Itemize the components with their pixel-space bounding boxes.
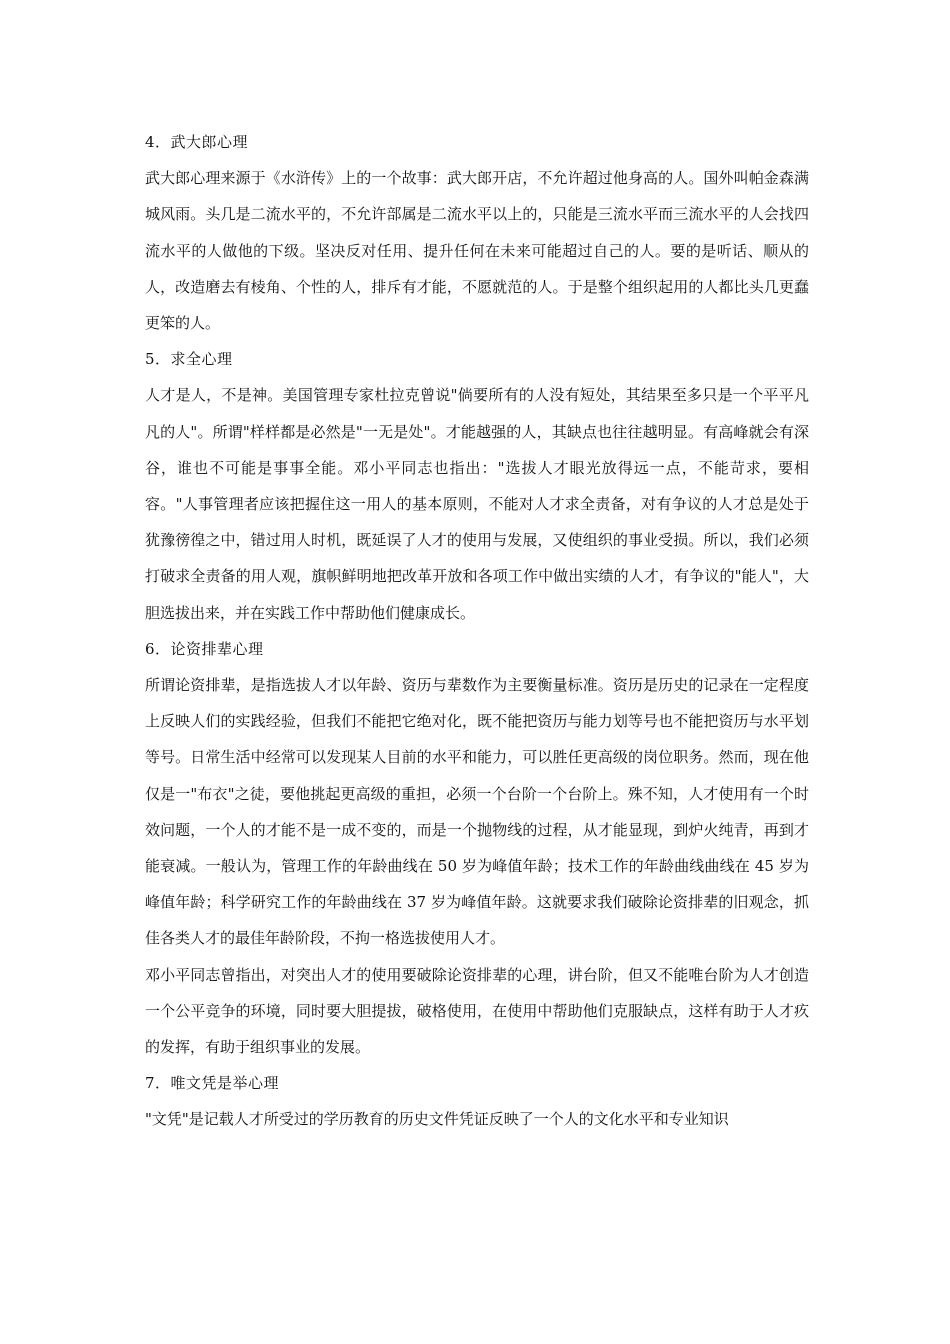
document-page bbox=[145, 124, 809, 1138]
paragraph-wudalang: 武大郎心理来源于《水浒传》上的一个故事：武大郎开店，不允许超过他身高的人。国外叫帕金森满城风雨。头几是二流水平的，不允许部属是二流水平以上的，只能是三流水平而三流水平的人会找四流水平的人做他的下级。坚决反对任用、提升任何在未来可能超过自己的人。要的是听话、顺从的人，改造磨去有棱角、个性的人，排斥有才能，不愿就范的人。于是整个组织起用的人都比头几更蠢更笨的人。 bbox=[145, 169, 809, 333]
section-heading-7: 7．唯文凭是举心理 bbox=[145, 1074, 280, 1093]
section-heading-5: 5．求全心理 bbox=[145, 350, 233, 369]
paragraph-wenping: "文凭"是记载人才所受过的学历教育的历史文件凭证反映了一个人的文化水平和专业知识 bbox=[145, 1110, 729, 1129]
section-heading-6: 6．论资排辈心理 bbox=[145, 639, 264, 658]
section-heading-4: 4．武大郎心理 bbox=[145, 133, 249, 151]
paragraph-lunzi-1: 所谓论资排辈，是指选拔人才以年龄、资历与辈数作为主要衡量标准。资历是历史的记录在一定程度上反映人们的实践经验，但我们不能把它绝对化，既不能把资历与能力划等号也不能把资历与水平划等号。日常生活中经常可以发现某人目前的水平和能力，可以胜任更高级的岗位职务。然而，现在他仅是一"布衣"之徒，要他挑起更高级的重担，必须一个台阶一个台阶上。殊不知，人才使用有一个时效问题，一个人的才能不是一成不变的，而是一个抛物线的过程，从才能显现，到炉火纯青，再到才能衰减。一般认为，管理工作的年龄曲线在 50 岁为峰值年龄；技术工作的年龄曲线曲线在 45 岁为峰值年龄；科学研究工作的年龄曲线在 37 岁为峰值年龄。这就要求我们破除论资排辈的旧观念，抓佳各类人才的最佳年龄阶段，不拘一格选拔使用人才。 bbox=[145, 676, 809, 948]
paragraph-lunzi-2: 邓小平同志曾指出，对突出人才的使用要破除论资排辈的心理，讲台阶，但又不能唯台阶为人才创造一个公平竞争的环境，同时要大胆提拔，破格使用，在使用中帮助他们克服缺点，这样有助于人才疚的发挥，有助于组织事业的发展。 bbox=[145, 965, 809, 1057]
paragraph-qiuquan: 人才是人，不是神。美国管理专家杜拉克曾说"倘要所有的人没有短处，其结果至多只是一个平平凡凡的人"。所谓"样样都是必然是"一无是处"。才能越强的人，其缺点也往往越明显。有高峰就会有深谷，谁也不可能是事事全能。邓小平同志也指出："选拔人才眼光放得远一点，不能苛求，要相容。"人事管理者应该把握住这一用人的基本原则，不能对人才求全责备，对有争议的人才总是处于犹豫徬徨之中，错过用人时机，既延误了人才的使用与发展，又使组织的事业受损。所以，我们必须打破求全责备的用人观，旗帜鲜明地把改革开放和各项工作中做出实绩的人才，有争议的"能人"，大胆选拔出来，并在实践工作中帮助他们健康成长。 bbox=[145, 386, 809, 622]
